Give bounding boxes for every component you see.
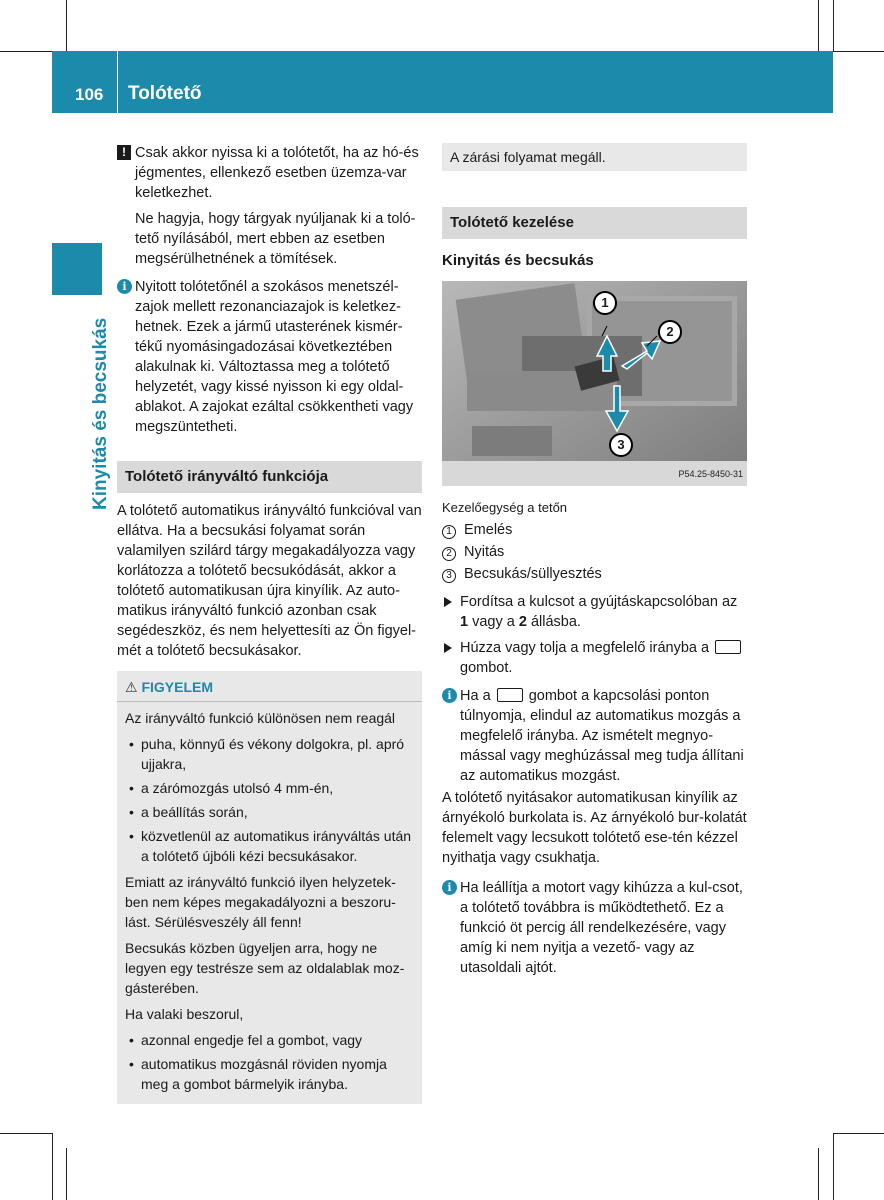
legend-text: Becsukás/süllyesztés xyxy=(464,566,602,582)
info-note-text xyxy=(460,686,747,786)
crop-mark xyxy=(66,0,67,52)
side-tab-label: Kinyitás és becsukás xyxy=(90,317,111,510)
crop-mark xyxy=(66,1148,67,1200)
page-number: 106 xyxy=(75,85,104,104)
info-note-text: Nyitott tolótetőnél a szokásos menetszél-zajok mellett rezonanciazajok is keletkez-hetnek. Ezek a jármű utasterének kismér-tékű nyomásingadozásai következtében alakulnak ki. Változtassa meg a tolótető helyzetét, vagy kissé nyisson ki egy oldal-ablakot. A zajokat ezáltal csökkentheti vagy megszüntetheti. xyxy=(135,279,414,435)
warning-triangle-icon: ⚠ xyxy=(125,679,138,695)
step-arrow-icon xyxy=(444,597,452,607)
step-text-part: állásba. xyxy=(526,614,581,630)
callout-1: 1 xyxy=(593,291,617,315)
list-item: • azonnal engedje fel a gombot, vagy xyxy=(125,1030,414,1050)
roof-button-icon xyxy=(715,640,741,654)
info-icon: i xyxy=(117,279,132,294)
callout-2: 2 xyxy=(658,320,682,344)
crop-mark xyxy=(818,0,819,52)
crop-mark xyxy=(833,0,834,52)
warning-note xyxy=(117,143,422,203)
list-item: • puha, könnyű és vékony dolgokra, pl. apró ujjakra, xyxy=(125,734,414,774)
legend-number: 1 xyxy=(442,525,456,539)
warning-paragraph: Becsukás közben ügyeljen arra, hogy ne legyen egy testrésze sem az oldalablak moz-gásterében. xyxy=(125,940,405,996)
list-item: • közvetlenül az automatikus irányváltás után a tolótető újbóli kézi becsukásakor. xyxy=(125,826,414,866)
crop-mark xyxy=(833,1133,834,1200)
roof-control-photo xyxy=(442,281,747,486)
info-icon: i xyxy=(442,688,457,703)
list-item: • automatikus mozgásnál röviden nyomja meg a gombot bármelyik irányba. xyxy=(125,1054,414,1094)
info-icon: i xyxy=(442,880,457,895)
step-text xyxy=(460,638,747,678)
warning-box xyxy=(117,671,422,1104)
info-note xyxy=(117,277,422,437)
crop-mark xyxy=(0,1133,52,1134)
legend-number: 3 xyxy=(442,569,456,583)
left-column xyxy=(117,143,422,1104)
info-note xyxy=(442,686,747,786)
legend-text: Nyitás xyxy=(464,544,505,560)
step-bold: 2 xyxy=(518,614,527,630)
info-text-part: Ha a xyxy=(460,688,495,704)
section-text: A tolótető automatikus irányváltó funkcióval van ellátva. Ha a becsukási folyamat során valamilyen szilárd tárgy megakadályozza vagy korlátozza a tolótető becsukódását, akkor a tolótető automatikusan újra kinyílik. Az auto-matikus irányváltó funkció azonban csak segédeszköz, és nem helyettesíti az Ön figyel-mét a tolótető becsukásakor. xyxy=(117,503,422,659)
warning-title-text: FIGYELEM xyxy=(141,679,214,695)
list-item: • a beállítás során, xyxy=(125,802,414,822)
crop-mark xyxy=(833,1133,884,1134)
header-divider xyxy=(117,51,118,113)
crop-mark xyxy=(52,1133,53,1200)
warning-note-text: Csak akkor nyissa ki a tolótetőt, ha az hó-és jégmentes, ellenkező esetben üzemza-var keletkezhet. xyxy=(135,145,419,201)
step-item xyxy=(442,592,747,632)
step-arrow-icon xyxy=(444,643,452,653)
info-note-text: Ha leállítja a motort vagy kihúzza a kul-csot, a tolótető továbbra is működtethető. Ez a funkció öt percig áll rendelkezésére, vagy amíg ki nem nyitja a vezető- vagy az utasoldali ajtót. xyxy=(460,880,743,976)
figure-code: P54.25-8450-31 xyxy=(678,469,743,479)
step-text-part: vagy a xyxy=(468,614,519,630)
legend-item xyxy=(442,564,747,584)
callout-3: 3 xyxy=(609,433,633,457)
warning-note-text-2: Ne hagyja, hogy tárgyak nyúljanak ki a toló-tető nyílásából, mert ebben az esetben megsérülhetnének a tömítések. xyxy=(135,211,416,267)
legend-item xyxy=(442,520,747,540)
section-heading: Tolótető kezelése xyxy=(442,207,747,239)
step-text xyxy=(460,592,747,632)
warning-paragraph: Emiatt az irányváltó funkció ilyen helyzetek-ben nem képes megakadályozni a beszoru-lást. Sérülésveszély áll fenn! xyxy=(125,874,396,930)
legend-text: Emelés xyxy=(464,522,513,538)
crop-mark xyxy=(833,51,884,52)
warning-box-title xyxy=(117,677,422,702)
warning-intro: Az irányváltó funkció különösen nem reagál xyxy=(125,710,396,726)
page-title: Tolótető xyxy=(128,83,202,104)
step-text-part: Fordítsa a kulcsot a gyújtáskapcsolóban az xyxy=(460,594,738,610)
figure-caption: Kezelőegység a tetőn xyxy=(442,500,568,515)
crop-mark xyxy=(0,51,52,52)
info-note xyxy=(442,878,747,978)
note-bar: A zárási folyamat megáll. xyxy=(442,143,747,171)
legend-number: 2 xyxy=(442,547,456,561)
right-column xyxy=(442,143,747,978)
exclamation-icon: ! xyxy=(117,145,131,160)
warning-paragraph: Ha valaki beszorul, xyxy=(125,1006,244,1022)
section-heading: Tolótető irányváltó funkciója xyxy=(117,461,422,493)
step-bold: 1 xyxy=(460,614,469,630)
crop-mark xyxy=(818,1148,819,1200)
roof-button-icon xyxy=(497,688,523,702)
step-text-part: gombot. xyxy=(460,660,513,676)
legend-item xyxy=(442,542,747,562)
step-text-part: Húzza vagy tolja a megfelelő irányba a xyxy=(460,640,714,656)
body-paragraph: A tolótető nyitásakor automatikusan kinyílik az árnyékoló burkolata is. Az árnyékoló bur-kolatát felemelt vagy lecsukott tolótető ese-tén kézzel nyithatja vagy csukhatja. xyxy=(442,790,747,866)
list-item: • a zárómozgás utolsó 4 mm-én, xyxy=(125,778,414,798)
roof-control-illustration xyxy=(442,281,747,486)
subsection-heading: Kinyitás és becsukás xyxy=(442,252,594,269)
step-item xyxy=(442,638,747,678)
info-text-part: gombot a kapcsolási ponton túlnyomja, elindul az automatikus mozgás a megfelelő irányba. Az ismételt megnyo-mással vagy meghúzással meg tudja állítani az automatikus mozgást. xyxy=(460,688,744,784)
